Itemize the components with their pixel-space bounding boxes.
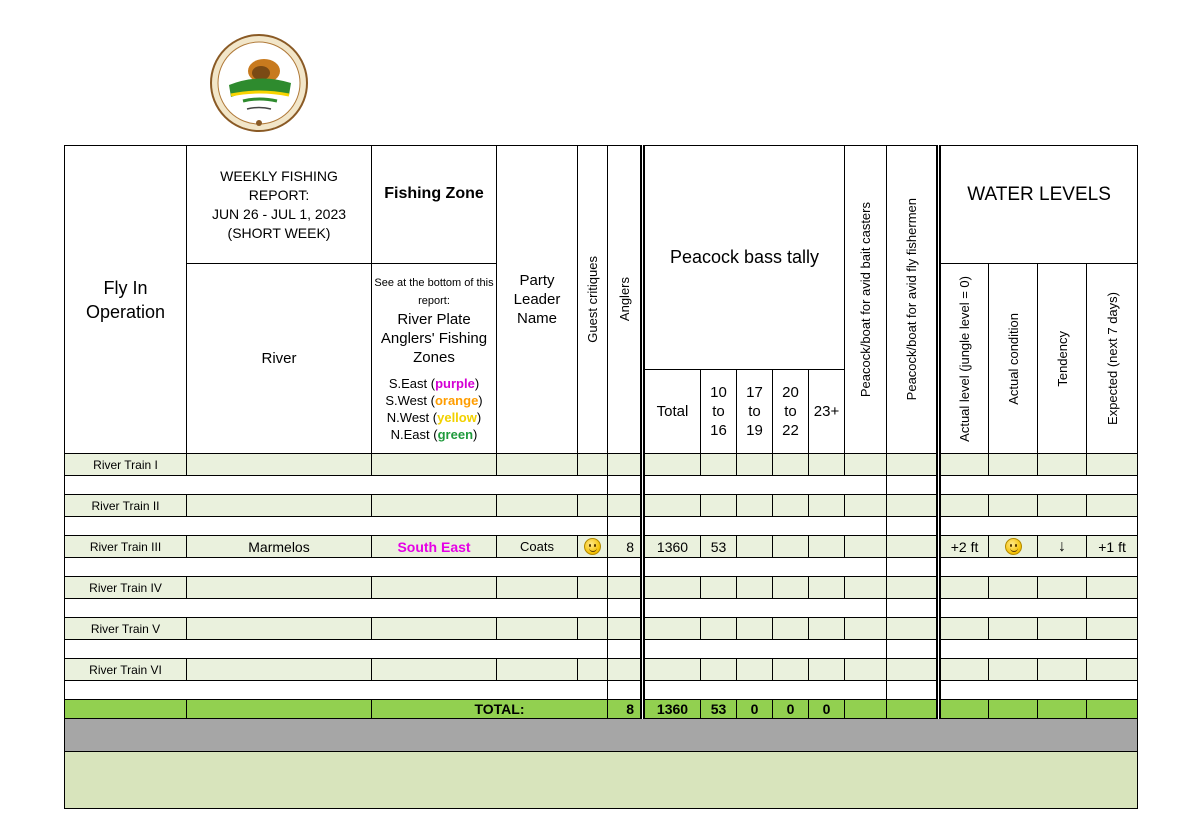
spacer-cell: [643, 640, 887, 659]
spacer-cell: [608, 681, 643, 700]
spacer-cell: [887, 599, 939, 618]
total-blank: [989, 700, 1038, 719]
spacer-row: [65, 517, 1138, 536]
total-blank: [939, 700, 989, 719]
spacer-cell: [65, 476, 608, 495]
total-cell: [643, 577, 701, 599]
c10-cell: [701, 454, 737, 476]
fly-cell: [887, 577, 939, 599]
zone-suffix: ): [476, 410, 482, 425]
c10-cell: [701, 577, 737, 599]
water-col-label: Expected (next 7 days): [1104, 292, 1120, 425]
row-name: River Train III: [65, 536, 187, 558]
total-anglers: 8: [608, 700, 643, 719]
condition-cell: [989, 536, 1038, 558]
c20-cell: [773, 495, 809, 517]
total-cell: [643, 495, 701, 517]
c17-cell: [737, 454, 773, 476]
zone-note-line: See at the bottom of this: [374, 277, 494, 289]
zone-southwest: [372, 392, 496, 409]
tally-col-23-plus: [809, 370, 845, 454]
water-levels-header: [939, 146, 1138, 264]
zone-note: [372, 274, 496, 310]
party-leader-line: Party: [519, 272, 555, 289]
smile-icon: [1005, 538, 1022, 555]
total-c23: 0: [809, 700, 845, 719]
tally-col-total: [643, 370, 701, 454]
zone-title: [372, 310, 496, 367]
zone-suffix: ): [473, 427, 478, 442]
spacer-cell: [643, 476, 887, 495]
fly-cell: [887, 454, 939, 476]
anglers-header: [608, 146, 643, 454]
condition-cell: [989, 495, 1038, 517]
c23-cell: [809, 618, 845, 640]
total-cell: [643, 618, 701, 640]
tendency-cell: [1038, 577, 1087, 599]
peacock-bass-tally-header: [643, 146, 845, 370]
report-date-range: JUN 26 - JUL 1, 2023: [211, 205, 347, 222]
tally-col-label: 17 to 19: [746, 384, 763, 439]
zone-legend: [372, 264, 497, 454]
total-cell: 1360: [643, 536, 701, 558]
spacer-cell: [643, 681, 887, 700]
total-blank: [887, 700, 939, 719]
actual-level-cell: [939, 495, 989, 517]
c17-cell: [737, 577, 773, 599]
zone-suffix: ): [474, 376, 480, 391]
guest-critiques-header: [578, 146, 608, 454]
condition-cell: [989, 659, 1038, 681]
spacer-cell: [643, 517, 887, 536]
c20-cell: [773, 618, 809, 640]
zone-cell: [372, 618, 497, 640]
bait-cell: [845, 577, 887, 599]
expected-cell: [1087, 454, 1138, 476]
river-cell: [187, 454, 372, 476]
totals-row: [65, 700, 1138, 719]
water-col-label: Actual condition: [1005, 312, 1021, 405]
condition-cell: [989, 618, 1038, 640]
tendency-cell: ↓: [1038, 536, 1087, 558]
total-blank: [1038, 700, 1087, 719]
row-name: River Train IV: [65, 577, 187, 599]
leader-cell: Coats: [497, 536, 578, 558]
water-col-expected: [1087, 264, 1138, 454]
zone-cell: [372, 577, 497, 599]
fly-fishermen-header: [887, 146, 939, 454]
zone-color-name: orange: [434, 393, 479, 408]
expected-cell: [1087, 577, 1138, 599]
zone-northwest: [372, 409, 496, 426]
anglers-label: Anglers: [616, 277, 632, 322]
bait-cell: [845, 454, 887, 476]
zone-title-line: Anglers' Fishing: [380, 330, 488, 347]
c20-cell: [773, 536, 809, 558]
tally-col-label: Total: [656, 403, 689, 420]
river-header: [187, 264, 372, 454]
footer-area: [65, 752, 1138, 809]
tendency-cell: [1038, 618, 1087, 640]
spacer-cell: [887, 681, 939, 700]
c10-cell: [701, 495, 737, 517]
bait-casters-label: Peacock/boat for avid bait casters: [858, 201, 874, 398]
weekly-fishing-report-table: [64, 145, 1138, 809]
critique-cell: [578, 495, 608, 517]
grey-separator-row: [65, 719, 1138, 752]
zone-list: [372, 375, 496, 443]
tally-col-label: 20 to 22: [782, 384, 799, 439]
zone-prefix: N.West (: [386, 410, 438, 425]
table-row: [65, 495, 1138, 517]
fly-cell: [887, 495, 939, 517]
zone-cell: South East: [372, 536, 497, 558]
c17-cell: [737, 618, 773, 640]
water-col-actual-level: [939, 264, 989, 454]
spacer-cell: [65, 599, 608, 618]
leader-cell: [497, 659, 578, 681]
fly-fishermen-label: Peacock/boat for avid fly fishermen: [904, 198, 920, 401]
table-row: [65, 659, 1138, 681]
river-cell: [187, 618, 372, 640]
smile-icon: [584, 538, 601, 555]
row-name: River Train II: [65, 495, 187, 517]
actual-level-cell: [939, 454, 989, 476]
c23-cell: [809, 659, 845, 681]
total-blank: [65, 700, 187, 719]
c20-cell: [773, 659, 809, 681]
total-c20: 0: [773, 700, 809, 719]
critique-cell: [578, 618, 608, 640]
expected-cell: [1087, 618, 1138, 640]
critique-cell: [578, 454, 608, 476]
expected-cell: [1087, 495, 1138, 517]
fly-cell: [887, 659, 939, 681]
c17-cell: [737, 659, 773, 681]
spacer-cell: [608, 599, 643, 618]
grey-bar: [65, 719, 1138, 752]
zone-title-line: River Plate: [397, 311, 471, 328]
table-row: [65, 618, 1138, 640]
spacer-cell: [608, 517, 643, 536]
spacer-cell: [939, 558, 1138, 577]
bait-cell: [845, 618, 887, 640]
spacer-cell: [65, 517, 608, 536]
anglers-cell: [608, 495, 643, 517]
operation-label: Fly In Operation: [85, 277, 166, 322]
spacer-cell: [887, 476, 939, 495]
spacer-cell: [887, 517, 939, 536]
report-title: [187, 146, 372, 264]
c23-cell: [809, 495, 845, 517]
spacer-cell: [65, 640, 608, 659]
actual-level-cell: +2 ft: [939, 536, 989, 558]
total-blank: [1087, 700, 1138, 719]
table-row: [65, 577, 1138, 599]
anglers-cell: [608, 659, 643, 681]
expected-cell: [1087, 659, 1138, 681]
zone-color-name: green: [437, 427, 474, 442]
zone-cell: [372, 495, 497, 517]
spacer-cell: [939, 517, 1138, 536]
leader-cell: [497, 495, 578, 517]
spacer-cell: [643, 599, 887, 618]
river-cell: Marmelos: [187, 536, 372, 558]
river-cell: [187, 659, 372, 681]
anglers-cell: [608, 454, 643, 476]
bait-cell: [845, 659, 887, 681]
river-plate-anglers-logo: [209, 33, 309, 133]
actual-level-cell: [939, 659, 989, 681]
spacer-row: [65, 681, 1138, 700]
spacer-cell: [939, 681, 1138, 700]
anglers-cell: [608, 577, 643, 599]
party-leader-header: [497, 146, 578, 454]
c23-cell: [809, 454, 845, 476]
zone-southeast: [372, 375, 496, 392]
tendency-cell: [1038, 454, 1087, 476]
zone-cell: [372, 659, 497, 681]
fly-in-operation-header: [65, 146, 187, 454]
fishing-zone-header: [372, 146, 497, 264]
report-title-line: WEEKLY FISHING: [220, 167, 338, 184]
party-leader-line: Leader: [513, 291, 561, 308]
c17-cell: [737, 536, 773, 558]
spacer-cell: [65, 681, 608, 700]
c23-cell: [809, 536, 845, 558]
tally-col-20-22: [773, 370, 809, 454]
water-levels-label: WATER LEVELS: [967, 183, 1111, 205]
spacer-cell: [643, 558, 887, 577]
river-cell: [187, 577, 372, 599]
tally-col-10-16: [701, 370, 737, 454]
water-col-actual-condition: [989, 264, 1038, 454]
river-cell: [187, 495, 372, 517]
critique-cell: [578, 577, 608, 599]
anglers-cell: 8: [608, 536, 643, 558]
zone-northeast: [372, 426, 496, 443]
c10-cell: [701, 659, 737, 681]
row-name: River Train V: [65, 618, 187, 640]
report-title-line: REPORT:: [248, 186, 310, 203]
c20-cell: [773, 577, 809, 599]
spacer-row: [65, 476, 1138, 495]
spacer-row: [65, 599, 1138, 618]
spacer-cell: [939, 599, 1138, 618]
leader-cell: [497, 618, 578, 640]
total-fish: 1360: [643, 700, 701, 719]
leader-cell: [497, 577, 578, 599]
condition-cell: [989, 454, 1038, 476]
zone-prefix: N.East (: [390, 427, 438, 442]
river-label: River: [261, 350, 297, 367]
footer-row: [65, 752, 1138, 809]
spacer-cell: [65, 558, 608, 577]
table-row: [65, 536, 1138, 558]
actual-level-cell: [939, 618, 989, 640]
zone-color-name: purple: [435, 376, 475, 391]
spacer-row: [65, 640, 1138, 659]
table-row: [65, 454, 1138, 476]
water-col-label: Tendency: [1054, 330, 1070, 387]
actual-level-cell: [939, 577, 989, 599]
zone-title-line: Zones: [413, 349, 455, 366]
zone-cell: [372, 454, 497, 476]
c20-cell: [773, 454, 809, 476]
zone-prefix: S.East (: [388, 376, 436, 391]
anglers-cell: [608, 618, 643, 640]
spacer-cell: [608, 476, 643, 495]
spacer-cell: [939, 476, 1138, 495]
bait-cell: [845, 495, 887, 517]
condition-cell: [989, 577, 1038, 599]
spacer-cell: [939, 640, 1138, 659]
report-title-line: (SHORT WEEK): [227, 224, 331, 241]
zone-prefix: S.West (: [385, 393, 435, 408]
leader-cell: [497, 454, 578, 476]
water-col-label: Actual level (jungle level = 0): [957, 275, 973, 442]
expected-cell: +1 ft: [1087, 536, 1138, 558]
guest-critiques-label: Guest critiques: [585, 256, 600, 343]
total-c10: 53: [701, 700, 737, 719]
water-col-tendency: [1038, 264, 1087, 454]
c17-cell: [737, 495, 773, 517]
total-label: TOTAL:: [372, 700, 608, 719]
c10-cell: 53: [701, 536, 737, 558]
critique-cell: [578, 659, 608, 681]
tally-label: Peacock bass tally: [669, 247, 820, 267]
fishing-zone-label: Fishing Zone: [384, 184, 484, 202]
bait-cell: [845, 536, 887, 558]
spacer-row: [65, 558, 1138, 577]
row-name: River Train I: [65, 454, 187, 476]
tally-col-label: 23+: [813, 403, 840, 420]
total-blank: [187, 700, 372, 719]
tendency-cell: [1038, 495, 1087, 517]
row-name: River Train VI: [65, 659, 187, 681]
spacer-cell: [887, 640, 939, 659]
zone-suffix: ): [478, 393, 483, 408]
fly-cell: [887, 536, 939, 558]
total-blank: [845, 700, 887, 719]
critique-cell: [578, 536, 608, 558]
zone-note-line: report:: [418, 295, 450, 307]
total-cell: [643, 659, 701, 681]
spacer-cell: [608, 558, 643, 577]
tally-col-17-19: [737, 370, 773, 454]
zone-color-name: yellow: [437, 410, 477, 425]
tendency-cell: [1038, 659, 1087, 681]
party-leader-line: Name: [516, 310, 557, 327]
spacer-cell: [608, 640, 643, 659]
tally-col-label: 10 to 16: [710, 384, 727, 439]
bait-casters-header: [845, 146, 887, 454]
total-cell: [643, 454, 701, 476]
c10-cell: [701, 618, 737, 640]
c23-cell: [809, 577, 845, 599]
spacer-cell: [887, 558, 939, 577]
fly-cell: [887, 618, 939, 640]
total-c17: 0: [737, 700, 773, 719]
